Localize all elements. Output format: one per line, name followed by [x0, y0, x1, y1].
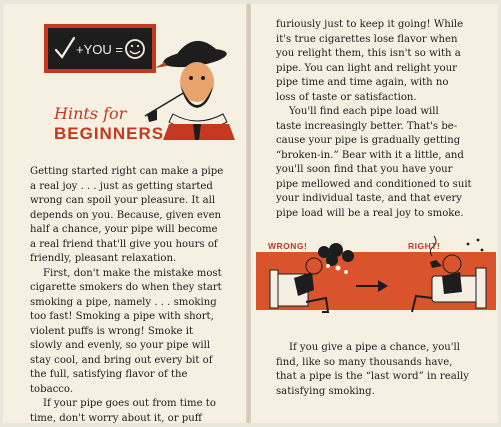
- text-line: smoking a pipe, namely . . . smoking: [30, 296, 217, 308]
- text-line: wrong can spoil your pleasure. It all: [30, 195, 216, 206]
- text-line: You'll find each pipe load will: [289, 106, 439, 117]
- right-paragraph-1: [276, 18, 472, 105]
- text-line: you'll soon find that you have your: [276, 164, 453, 175]
- text-line: pipe time and time again, with no: [276, 77, 449, 88]
- text-line: time, don't worry about it, or puff: [30, 412, 202, 424]
- text-line: that a pipe is the “last word” in really: [276, 371, 469, 382]
- text-line: cigarette smokers do when they start: [30, 282, 222, 293]
- wrong-label: WRONG!: [268, 241, 308, 251]
- text-line: the full, satisfying flavor of the: [30, 369, 188, 380]
- text-line: violent puffs is wrong! Smoke it: [30, 325, 194, 337]
- text-line: satisfying smoking.: [276, 385, 375, 397]
- text-line: pipe load will be a real joy to smoke.: [276, 207, 464, 219]
- chalkboard-illustration: [44, 24, 156, 73]
- text-line: If you give a pipe a chance, you'll: [289, 342, 461, 353]
- svg-text:+YOU =: +YOU =: [76, 42, 123, 57]
- text-line: you relight them, this isn't so with a: [276, 48, 461, 59]
- text-line: pipe mellowed and conditioned to suit: [276, 178, 472, 190]
- text-line: friendly, pleasant relaxation.: [30, 253, 177, 264]
- left-paragraph-2: [30, 267, 223, 398]
- right-label: RIGHT!: [408, 241, 441, 251]
- text-line: pipe. You can light and relight your: [276, 62, 457, 74]
- text-line: furiously just to keep it going! While: [276, 19, 464, 30]
- text-line: it's true cigarettes lose flavor when: [276, 33, 458, 45]
- right-paragraph-2: [276, 105, 472, 221]
- text-line: too fast! Smoking a pipe with short,: [30, 311, 214, 322]
- text-line: taste increasingly better. That's be-: [276, 120, 458, 132]
- text-line: half a chance, your pipe will become: [30, 224, 218, 235]
- heading-hints-for: Hints for: [54, 104, 127, 123]
- text-line: stay cool, and bring out every bit of: [30, 354, 213, 366]
- heading-beginners: BEGINNERS: [54, 124, 165, 143]
- text-line: cause your pipe is gradually getting: [276, 135, 461, 146]
- text-line: a real friend that'll give you hours of: [30, 238, 218, 250]
- text-line: If your pipe goes out from time to: [43, 398, 216, 409]
- right-body-text: [276, 18, 472, 221]
- left-paragraph-1: [30, 165, 223, 267]
- text-line: find, like so many thousands have,: [276, 356, 453, 368]
- text-line: loss of taste or satisfaction.: [276, 91, 417, 103]
- text-line: a real joy . . . just as getting started: [30, 180, 213, 192]
- text-line: your individual taste, and that every: [276, 193, 462, 204]
- right-paragraph-3: [276, 341, 469, 399]
- left-paragraph-3: [30, 397, 223, 426]
- right-closing-text: [276, 341, 469, 399]
- text-line: slowly and evenly, so your pipe will: [30, 340, 211, 351]
- left-body-text: [30, 165, 223, 426]
- text-line: depends on you. Because, given even: [30, 209, 222, 221]
- text-line: “broken-in.” Bear with it a little, and: [276, 149, 464, 161]
- text-line: Getting started right can make a pipe: [30, 166, 224, 177]
- text-line: tobacco.: [30, 383, 74, 395]
- text-line: First, don't make the mistake most: [43, 267, 222, 279]
